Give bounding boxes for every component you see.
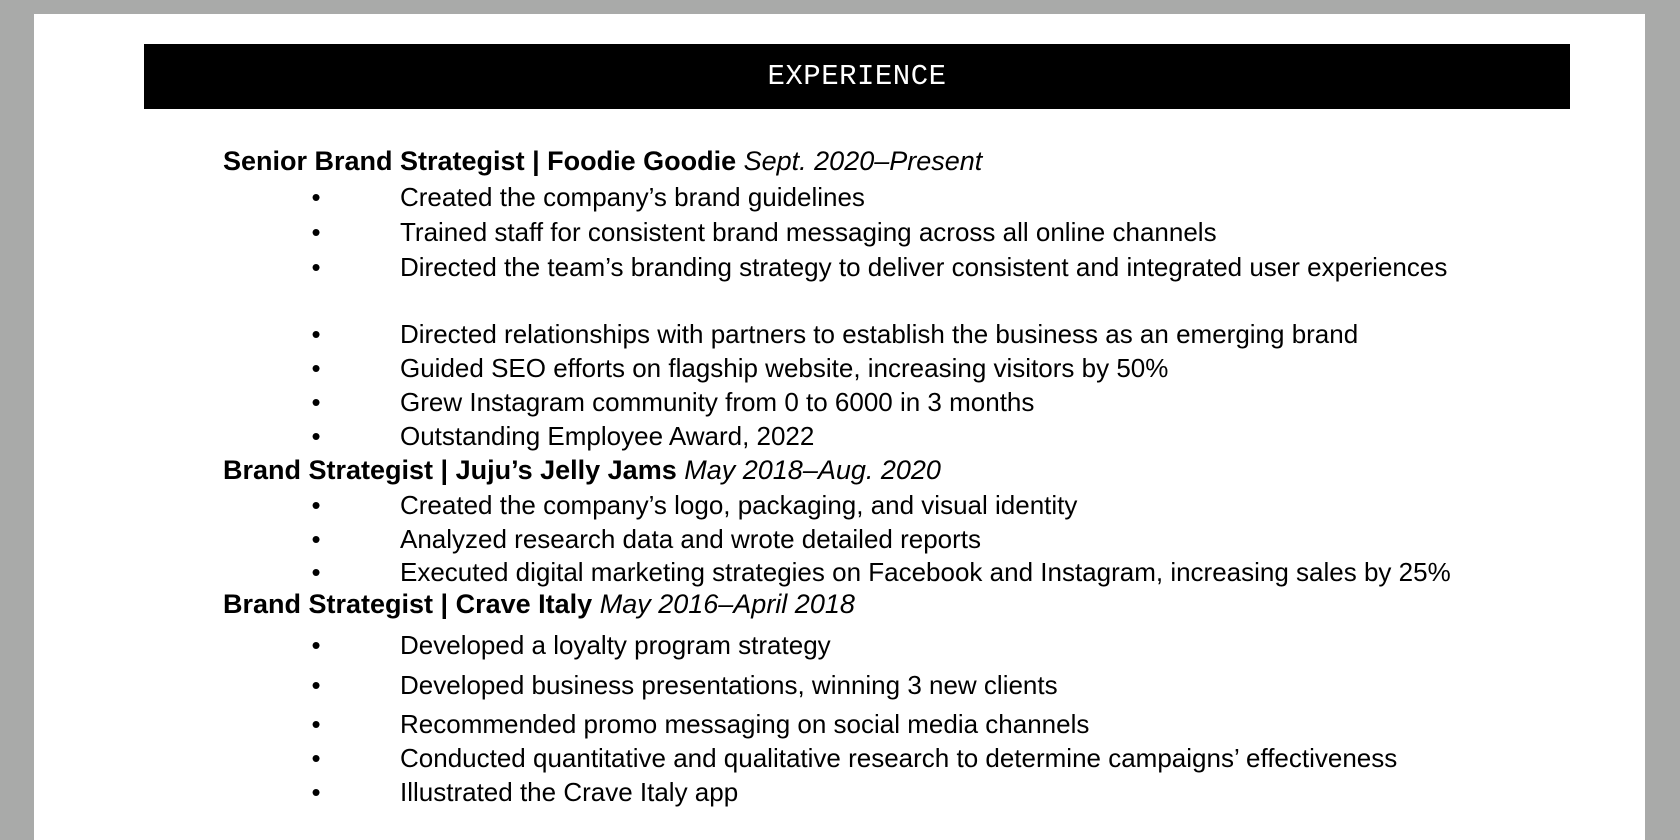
job-title-company: Brand Strategist | Juju’s Jelly Jams [223, 455, 677, 485]
job-heading [223, 454, 941, 487]
section-heading: EXPERIENCE [144, 44, 1570, 109]
list-item-text: Created the company’s logo, packaging, and visual identity [400, 490, 1078, 520]
job-heading [223, 588, 855, 621]
bullet-icon: • [311, 557, 321, 587]
list-item [304, 251, 1534, 319]
bullet-icon: • [311, 490, 321, 520]
list-item-text: Illustrated the Crave Italy app [400, 777, 739, 807]
document-page [34, 14, 1645, 840]
bullet-icon: • [311, 182, 321, 212]
list-item-text: Trained staff for consistent brand messaging across all online channels [400, 217, 1217, 247]
list-item-text: Directed the team’s branding strategy to deliver consistent and integrated user experiences [400, 252, 1448, 282]
bullet-icon: • [311, 217, 321, 247]
list-item-text: Executed digital marketing strategies on Facebook and Instagram, increasing sales by 25% [400, 557, 1451, 587]
bullet-icon: • [311, 743, 321, 773]
list-item-text: Conducted quantitative and qualitative research to determine campaigns’ effectiveness [400, 743, 1398, 773]
list-item-text: Outstanding Employee Award, 2022 [400, 421, 815, 451]
list-item-text: Developed a loyalty program strategy [400, 630, 831, 660]
list-item-text: Directed relationships with partners to establish the business as an emerging brand [400, 319, 1359, 349]
job-dates: May 2016–April 2018 [599, 589, 855, 619]
bullet-icon: • [311, 252, 321, 282]
list-item-text: Guided SEO efforts on flagship website, increasing visitors by 50% [400, 353, 1169, 383]
bullet-icon: • [311, 709, 321, 739]
job-heading [223, 145, 982, 178]
bullet-icon: • [311, 630, 321, 660]
bullet-icon: • [311, 387, 321, 417]
job-title-company: Senior Brand Strategist | Foodie Goodie [223, 146, 737, 176]
list-item-text: Grew Instagram community from 0 to 6000 in 3 months [400, 387, 1035, 417]
list-item-text: Analyzed research data and wrote detailed reports [400, 524, 982, 554]
bullet-icon: • [311, 353, 321, 383]
bullet-icon: • [311, 524, 321, 554]
job-dates: May 2018–Aug. 2020 [684, 455, 941, 485]
bullet-icon: • [311, 319, 321, 349]
list-item-text: Developed business presentations, winning 3 new clients [400, 670, 1058, 700]
bullet-icon: • [311, 670, 321, 700]
bullet-icon: • [311, 421, 321, 451]
list-item-text: Created the company’s brand guidelines [400, 182, 865, 212]
job-dates: Sept. 2020–Present [743, 146, 983, 176]
job-title-company: Brand Strategist | Crave Italy [223, 589, 593, 619]
bullet-icon: • [311, 777, 321, 807]
list-item-text: Recommended promo messaging on social media channels [400, 709, 1090, 739]
